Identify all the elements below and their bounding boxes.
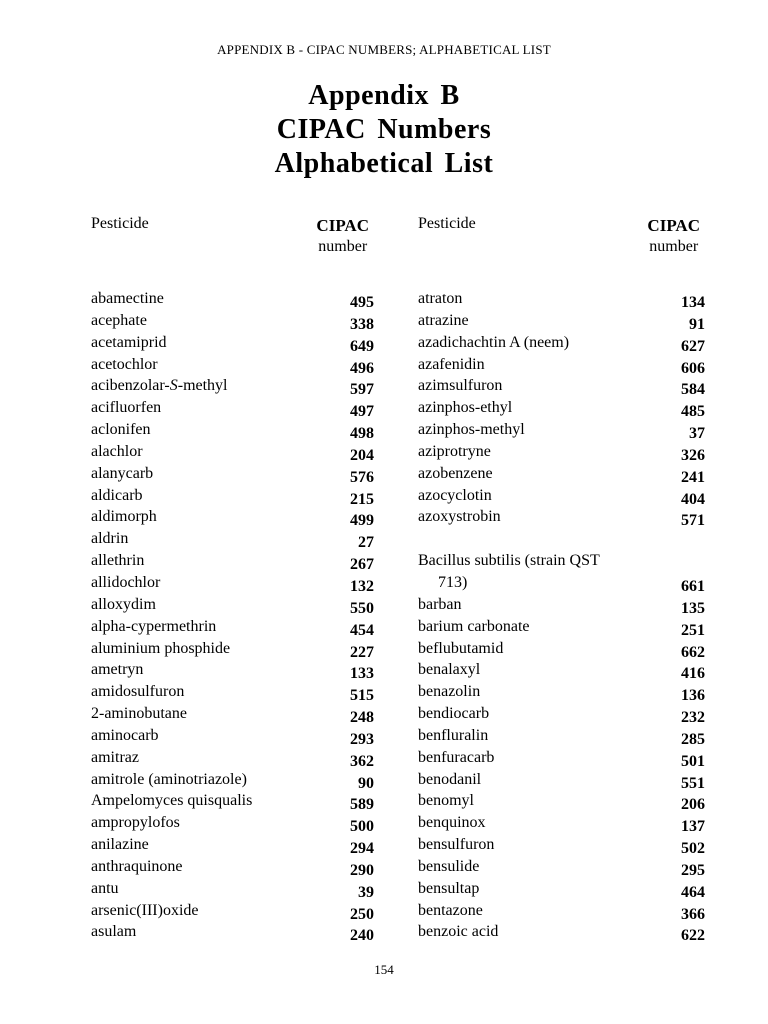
table-row — [91, 443, 374, 465]
table-row — [91, 836, 374, 858]
table-row — [91, 596, 374, 618]
pesticide-name: alloxydim — [91, 595, 156, 613]
cipac-number: 597 — [350, 381, 374, 399]
table-row — [91, 508, 374, 530]
cipac-number-header — [316, 215, 369, 257]
pesticide-name: azobenzene — [418, 464, 493, 482]
table-row — [418, 377, 705, 399]
pesticide-name: bentazone — [418, 901, 483, 919]
pesticide-name: aldimorph — [91, 508, 157, 526]
pesticide-name: aldicarb — [91, 486, 143, 504]
pesticide-name: acetochlor — [91, 355, 158, 373]
table-row — [418, 836, 705, 858]
table-row — [91, 683, 374, 705]
pesticide-name: Bacillus subtilis (strain QST — [418, 552, 600, 570]
pesticide-name: azinphos-methyl — [418, 421, 525, 439]
cipac-number: 294 — [350, 840, 374, 858]
cipac-number: 326 — [681, 446, 705, 464]
pesticide-name: benomyl — [418, 792, 474, 810]
pesticide-name: anthraquinone — [91, 857, 183, 875]
table-row — [418, 749, 705, 771]
cipac-number: 251 — [681, 621, 705, 639]
table-row — [91, 880, 374, 902]
pesticide-name: benquinox — [418, 814, 486, 832]
cipac-number: 204 — [350, 446, 374, 464]
table-row — [418, 465, 705, 487]
pesticide-name: bendiocarb — [418, 705, 490, 723]
table-row — [91, 465, 374, 487]
page-title-line-3: Alphabetical List — [274, 148, 494, 179]
pesticide-header: Pesticide — [418, 215, 476, 232]
cipac-number: 250 — [350, 905, 374, 923]
pesticide-name: beflubutamid — [418, 639, 504, 657]
cipac-number: 661 — [681, 577, 705, 595]
pesticide-name: alanycarb — [91, 464, 154, 482]
right-column — [418, 212, 705, 945]
cipac-number: 571 — [681, 512, 705, 530]
cipac-number: 551 — [681, 774, 705, 792]
pesticide-name: amidosulfuron — [91, 683, 185, 701]
pesticide-name: benfuracarb — [418, 748, 495, 766]
cipac-number: 622 — [681, 927, 705, 945]
pesticide-name: aluminium phosphide — [91, 639, 231, 657]
cipac-number: 362 — [350, 752, 374, 770]
table-row — [418, 661, 705, 683]
table-row — [418, 771, 705, 793]
pesticide-name: amitrole (aminotriazole) — [91, 770, 247, 788]
table-row — [418, 312, 705, 334]
table-row — [418, 421, 705, 443]
left-column — [91, 212, 374, 945]
table-row — [91, 923, 374, 945]
pesticide-name: aziprotryne — [418, 442, 491, 460]
pesticide-name: ametryn — [91, 661, 144, 679]
pesticide-name: aldrin — [91, 530, 129, 548]
pesticide-header: Pesticide — [91, 215, 149, 232]
cipac-number: 584 — [681, 381, 705, 399]
table-row — [91, 421, 374, 443]
table-row — [91, 290, 374, 312]
pesticide-name: bensulide — [418, 857, 480, 875]
cipac-number: 500 — [350, 818, 374, 836]
cipac-number: 27 — [358, 534, 374, 552]
pesticide-name: benalaxyl — [418, 661, 481, 679]
cipac-number: 248 — [350, 709, 374, 727]
cipac-number: 135 — [681, 599, 705, 617]
cipac-number: 550 — [350, 599, 374, 617]
pesticide-name: benfluralin — [418, 726, 489, 744]
cipac-number: 240 — [350, 927, 374, 945]
cipac-number: 215 — [350, 490, 374, 508]
cipac-number: 502 — [681, 840, 705, 858]
table-row — [91, 487, 374, 509]
cipac-number: 662 — [681, 643, 705, 661]
table-row — [418, 683, 705, 705]
cipac-number: 338 — [350, 315, 374, 333]
table-row — [418, 443, 705, 465]
pesticide-name: abamectine — [91, 290, 164, 307]
pesticide-name: acetamiprid — [91, 333, 167, 351]
pesticide-name: bensultap — [418, 879, 480, 897]
table-row — [91, 858, 374, 880]
table-row — [91, 356, 374, 378]
table-row — [91, 312, 374, 334]
cipac-number: 496 — [350, 359, 374, 377]
table-row — [418, 356, 705, 378]
pesticide-name: azafenidin — [418, 355, 485, 373]
page-title-line-2: CIPAC Numbers — [276, 114, 492, 145]
pesticide-name: allethrin — [91, 552, 145, 570]
pesticide-name: acifluorfen — [91, 399, 162, 417]
cipac-number: 498 — [350, 425, 374, 443]
table-row — [91, 705, 374, 727]
column-header — [418, 212, 705, 290]
table-row — [418, 399, 705, 421]
number-header-label: number — [318, 238, 368, 255]
cipac-number: 454 — [350, 621, 374, 639]
table-row — [418, 596, 705, 618]
cipac-number: 576 — [350, 468, 374, 486]
cipac-number: 366 — [681, 905, 705, 923]
table-row — [418, 574, 705, 596]
cipac-number: 37 — [689, 425, 705, 443]
cipac-number: 404 — [681, 490, 705, 508]
pesticide-name: allidochlor — [91, 573, 161, 591]
cipac-number: 485 — [681, 403, 705, 421]
cipac-number: 133 — [350, 665, 374, 683]
pesticide-name: benzoic acid — [418, 923, 499, 941]
table-row — [91, 574, 374, 596]
cipac-number: 606 — [681, 359, 705, 377]
cipac-number: 589 — [350, 796, 374, 814]
cipac-number: 495 — [350, 294, 374, 311]
table-row — [418, 792, 705, 814]
table-row — [418, 508, 705, 530]
left-row-list — [91, 290, 374, 945]
pesticide-name: benazolin — [418, 683, 481, 701]
cipac-number: 649 — [350, 337, 374, 355]
pesticide-name: azadichachtin A (neem) — [418, 333, 570, 351]
cipac-number: 137 — [681, 818, 705, 836]
cipac-number: 267 — [350, 556, 374, 574]
pesticide-name: barban — [418, 595, 462, 613]
pesticide-name: acephate — [91, 311, 147, 329]
table-row — [418, 902, 705, 924]
pesticide-name: benodanil — [418, 770, 482, 788]
table-row — [418, 552, 705, 574]
spacer-row — [418, 530, 705, 552]
cipac-header-label: CIPAC — [316, 216, 369, 235]
table-row — [91, 727, 374, 749]
cipac-number: 497 — [350, 403, 374, 421]
pesticide-name: acibenzolar-S-methyl — [91, 377, 228, 395]
pesticide-name: atrazine — [418, 311, 469, 329]
cipac-number: 290 — [350, 861, 374, 879]
pesticide-name: azoxystrobin — [418, 508, 501, 526]
pesticide-name: aclonifen — [91, 421, 151, 439]
cipac-number: 136 — [681, 687, 705, 705]
cipac-number: 295 — [681, 861, 705, 879]
pesticide-name: barium carbonate — [418, 617, 530, 635]
cipac-number: 499 — [350, 512, 374, 530]
pesticide-name: bensulfuron — [418, 836, 495, 854]
pesticide-name: anilazine — [91, 836, 149, 854]
pesticide-name: azocyclotin — [418, 486, 492, 504]
pesticide-name: ampropylofos — [91, 814, 180, 832]
page-title-line-1: Appendix B — [308, 80, 460, 111]
pesticide-name: Ampelomyces quisqualis — [91, 792, 253, 810]
page-number: 154 — [374, 962, 394, 977]
cipac-number: 285 — [681, 730, 705, 748]
number-header-label: number — [649, 238, 699, 255]
cipac-number: 293 — [350, 730, 374, 748]
pesticide-name: asulam — [91, 923, 137, 941]
pesticide-name: alpha-cypermethrin — [91, 617, 217, 635]
table-row — [91, 661, 374, 683]
table-row — [91, 334, 374, 356]
cipac-number: 241 — [681, 468, 705, 486]
table-row — [418, 640, 705, 662]
table-row — [91, 902, 374, 924]
table-row — [91, 771, 374, 793]
table-row — [91, 552, 374, 574]
table-row — [418, 290, 705, 312]
pesticide-name: azimsulfuron — [418, 377, 503, 395]
cipac-number-header — [647, 215, 700, 257]
table-row — [91, 749, 374, 771]
table-row — [418, 858, 705, 880]
pesticide-name: alachlor — [91, 442, 143, 460]
table-row — [91, 530, 374, 552]
table-row — [91, 792, 374, 814]
cipac-number: 464 — [681, 883, 705, 901]
column-header — [91, 212, 374, 290]
cipac-number: 39 — [358, 883, 374, 901]
table-row — [91, 399, 374, 421]
table-row — [418, 487, 705, 509]
table-row — [418, 923, 705, 945]
running-header: APPENDIX B - CIPAC NUMBERS; ALPHABETICAL LIST — [217, 42, 551, 57]
table-row — [91, 377, 374, 399]
cipac-number: 132 — [350, 577, 374, 595]
table-row — [91, 814, 374, 836]
table-row — [418, 727, 705, 749]
cipac-number: 206 — [681, 796, 705, 814]
table-row — [418, 814, 705, 836]
cipac-header-label: CIPAC — [647, 216, 700, 235]
cipac-number: 91 — [689, 315, 705, 333]
pesticide-name: aminocarb — [91, 726, 159, 744]
pesticide-name: atraton — [418, 290, 463, 307]
cipac-number: 515 — [350, 687, 374, 705]
cipac-number: 627 — [681, 337, 705, 355]
pesticide-name: 713) — [438, 573, 468, 591]
table-row — [91, 640, 374, 662]
cipac-number: 90 — [358, 774, 374, 792]
right-row-list — [418, 290, 705, 945]
table-row — [418, 618, 705, 640]
pesticide-name: azinphos-ethyl — [418, 399, 513, 417]
pesticide-name: 2-aminobutane — [91, 705, 187, 723]
pesticide-name: antu — [91, 879, 119, 897]
table-row — [418, 334, 705, 356]
table-row — [418, 705, 705, 727]
table-row — [418, 880, 705, 902]
cipac-number: 227 — [350, 643, 374, 661]
cipac-number: 416 — [681, 665, 705, 683]
cipac-number: 232 — [681, 709, 705, 727]
cipac-number: 501 — [681, 752, 705, 770]
cipac-number: 134 — [681, 294, 705, 311]
pesticide-name: amitraz — [91, 748, 139, 766]
table-row — [91, 618, 374, 640]
pesticide-name: arsenic(III)oxide — [91, 901, 199, 919]
